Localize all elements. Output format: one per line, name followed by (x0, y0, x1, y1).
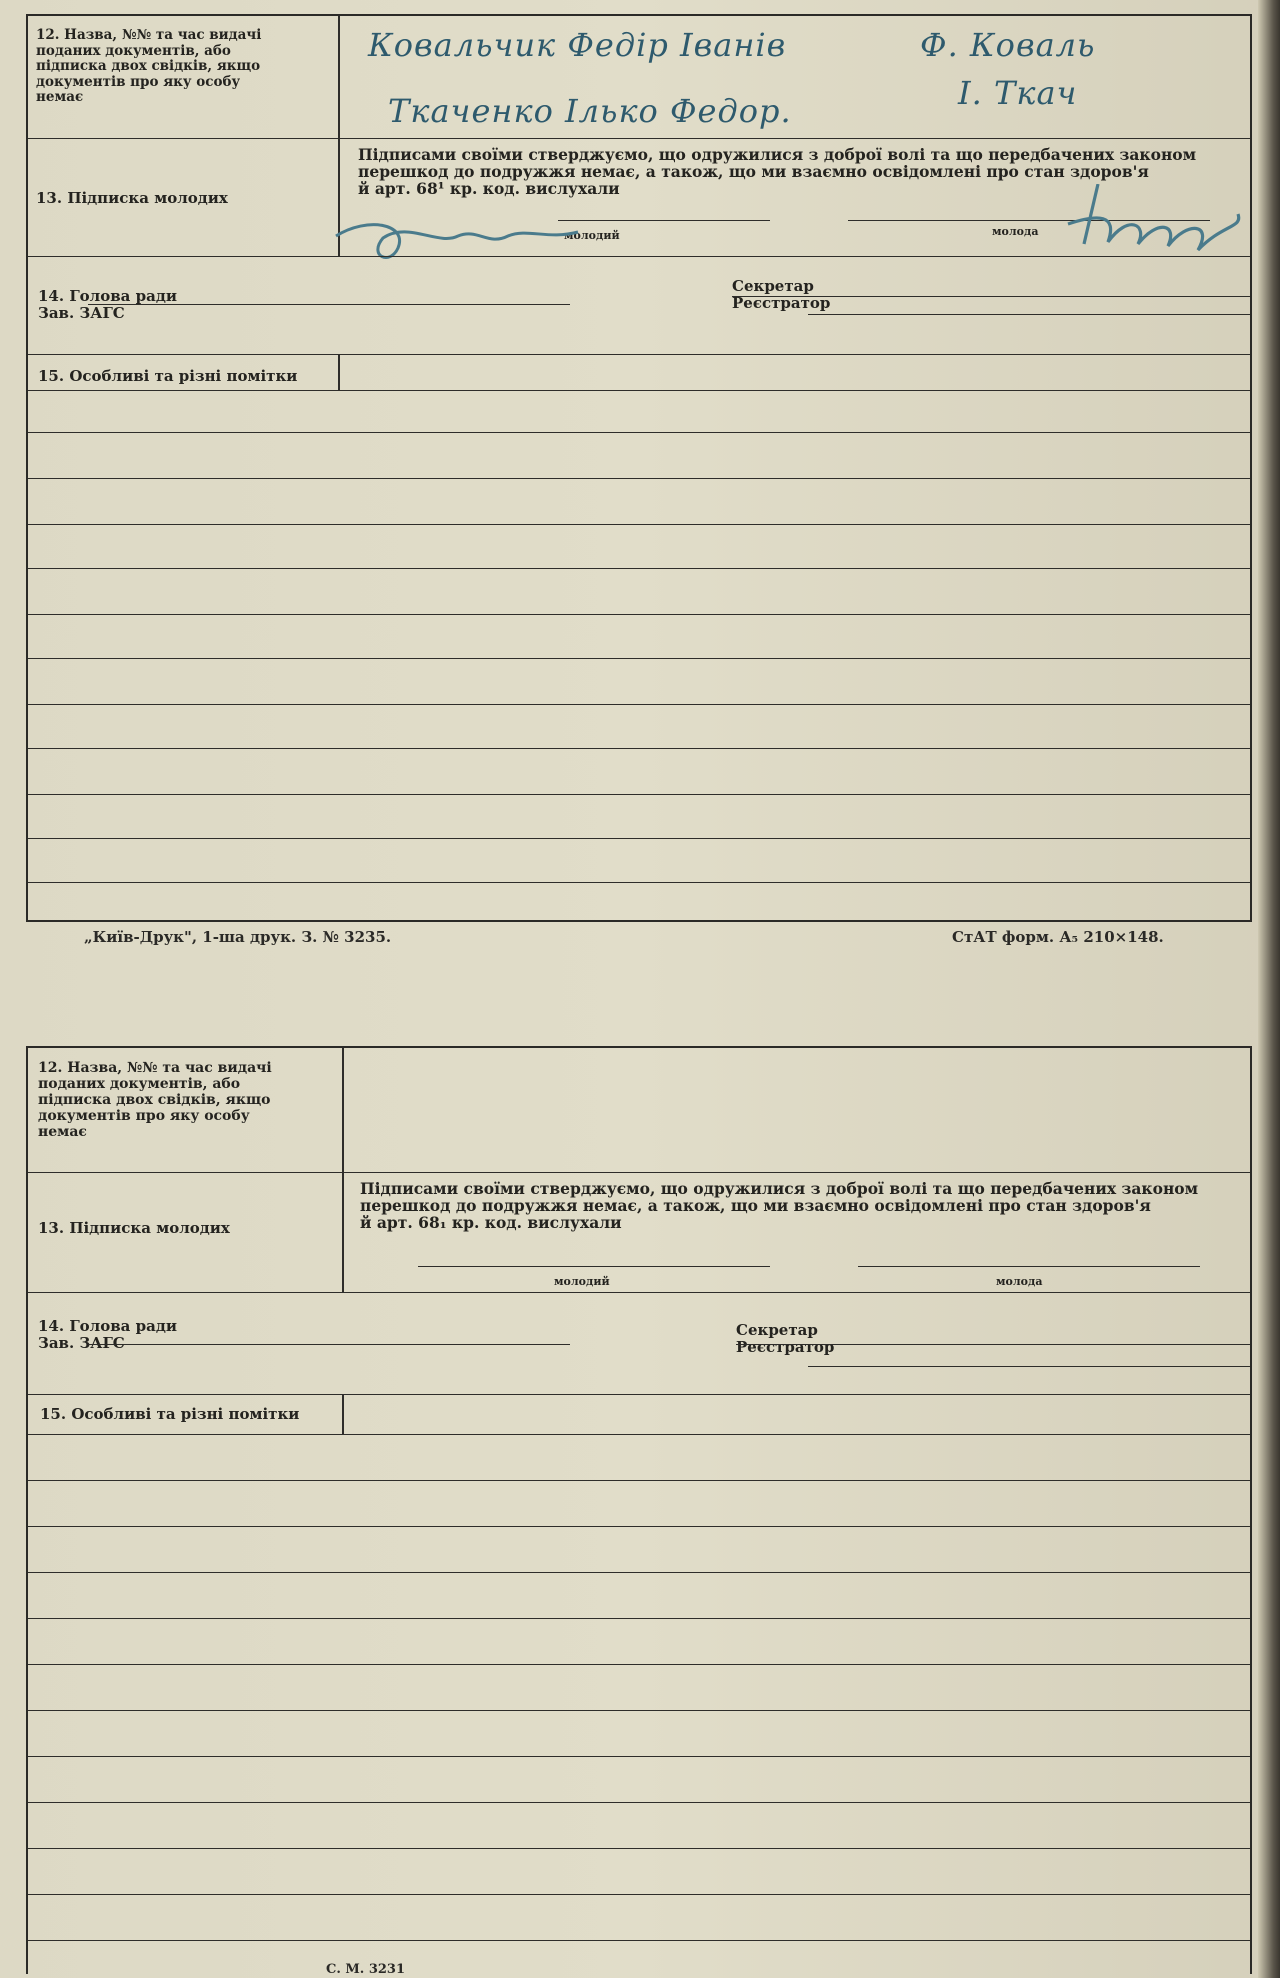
groom-signature (328, 206, 598, 276)
rule (28, 138, 1250, 139)
secretary-label: Секретар Реєстратор (736, 1321, 835, 1356)
notes-line (28, 658, 1250, 659)
label-column-divider (342, 1048, 344, 1292)
handwritten-witness-2: Ткаченко Ілько Федор. (388, 92, 792, 130)
notes-line (28, 1710, 1250, 1711)
field-14-label: 14. Голова ради Зав. ЗАГС (38, 1317, 177, 1352)
rule (28, 1172, 1250, 1173)
secretary-signature-line (732, 296, 1250, 297)
label-column-divider-15 (342, 1394, 344, 1434)
bride-label: молода (992, 225, 1039, 238)
handwritten-witness-2-signature: І. Ткач (958, 74, 1078, 112)
rule (28, 1394, 1250, 1395)
notes-line (28, 838, 1250, 839)
rule (28, 1292, 1250, 1293)
form-code: СтАТ форм. А₅ 210×148. (952, 928, 1164, 946)
marriage-record-form-top (26, 14, 1252, 922)
field-13-label: 13. Підписка молодих (36, 189, 228, 207)
field-13-label: 13. Підписка молодих (38, 1219, 230, 1237)
marriage-record-form-bottom (26, 1046, 1252, 1974)
notes-line (28, 1572, 1250, 1573)
notes-line (28, 524, 1250, 525)
field-12-label: 12. Назва, №№ та час видачі поданих документів, або підписка двох свідків, якщо документів про яку особу немає (38, 1060, 272, 1140)
notes-line (28, 568, 1250, 569)
bride-label: молода (996, 1275, 1043, 1288)
notes-line (28, 1940, 1250, 1941)
notes-line (28, 1848, 1250, 1849)
notes-line (28, 432, 1250, 433)
notes-line (28, 1756, 1250, 1757)
rule (28, 354, 1250, 355)
secretary-label: Секретар Реєстратор (732, 277, 831, 312)
rule (28, 390, 1250, 391)
rule (28, 256, 1250, 257)
field-15-label: 15. Особливі та різні помітки (40, 1405, 300, 1423)
chairman-signature-line (88, 1344, 570, 1345)
printer-note: „Київ-Друк", 1-ша друк. З. № 3235. (84, 928, 392, 946)
bride-signature-line (858, 1266, 1200, 1267)
groom-label: молодий (554, 1275, 610, 1288)
handwritten-witness-1: Ковальчик Федір Іванів (368, 26, 787, 64)
secretary-signature-line (736, 1344, 1250, 1345)
notes-line (28, 614, 1250, 615)
notes-line (28, 1526, 1250, 1527)
notes-line (28, 882, 1250, 883)
notes-line (28, 1802, 1250, 1803)
marriage-statement: Підписами своїми стверджуємо, що одружилися з доброї волі та що передбачених законом перешкод до подружжя немає, а також, що ми взаємно освідомлені про стан здоров'я й арт. 68₁ кр. код. вислухали (360, 1179, 1199, 1232)
notes-line (28, 1664, 1250, 1665)
rule (808, 1366, 1250, 1367)
field-14-label: 14. Голова ради Зав. ЗАГС (38, 287, 177, 322)
marriage-statement: Підписами своїми стверджуємо, що одружилися з доброї волі та що передбачених законом перешкод до подружжя немає, а також, що ми взаємно освідомлені про стан здоров'я й арт. 68¹ кр. код. вислухали (358, 145, 1197, 198)
chairman-signature-line (88, 304, 570, 305)
bottom-footer-partial: С. М. 3231 (326, 1962, 406, 1977)
notes-line (28, 748, 1250, 749)
binding-edge (1258, 0, 1280, 1978)
groom-signature-line (418, 1266, 770, 1267)
notes-line (28, 1894, 1250, 1895)
label-column-divider-15 (338, 354, 340, 390)
notes-line (28, 704, 1250, 705)
rule (808, 314, 1250, 315)
bride-signature (1048, 184, 1258, 274)
notes-line (28, 1480, 1250, 1481)
groom-label: молодий (564, 229, 620, 242)
rule (28, 1434, 1250, 1435)
notes-line (28, 478, 1250, 479)
notes-line (28, 794, 1250, 795)
field-15-label: 15. Особливі та різні помітки (38, 367, 298, 385)
field-12-label: 12. Назва, №№ та час видачі поданих документів, або підписка двох свідків, якщо документів про яку особу немає (36, 27, 262, 105)
handwritten-witness-1-signature: Ф. Коваль (920, 26, 1096, 64)
notes-line (28, 1618, 1250, 1619)
